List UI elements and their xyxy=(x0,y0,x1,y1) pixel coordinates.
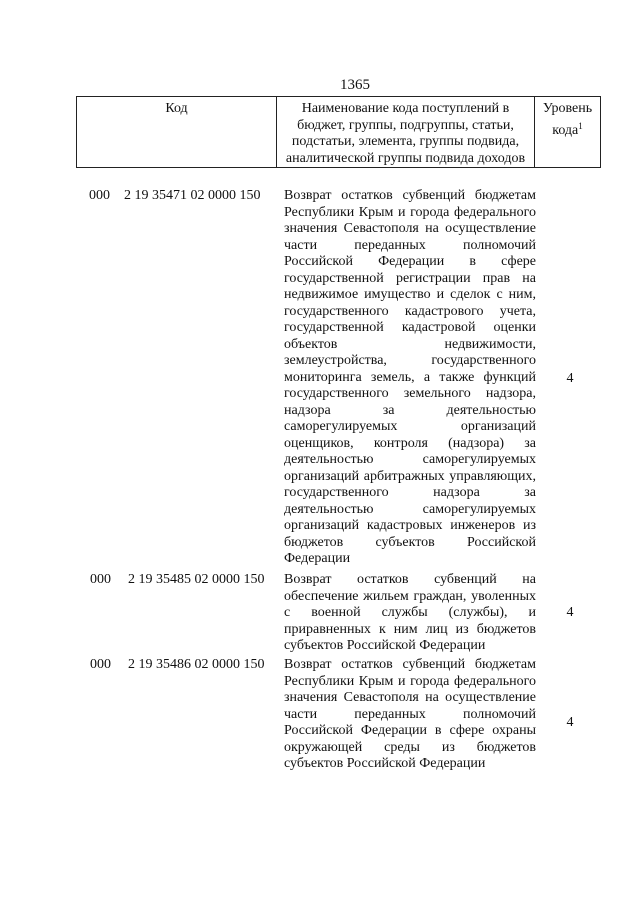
row-level: 4 xyxy=(566,715,574,730)
header-name-cell: Наименование кода поступлений в бюджет, группы, подгруппы, статьи, подстатьи, элемента, группы подвида, аналитической группы подвида доходов xyxy=(277,97,535,167)
header-level-cell xyxy=(535,97,600,167)
header-code-cell: Код xyxy=(77,97,277,167)
row-level: 4 xyxy=(566,605,574,620)
row-admin-code: 000 xyxy=(90,657,111,672)
table-header xyxy=(76,96,601,168)
row-admin-code: 000 xyxy=(89,188,110,203)
row-income-code: 2 19 35486 02 0000 150 xyxy=(128,657,265,672)
header-level-footnote: 1 xyxy=(578,120,583,131)
row-description: Возврат остатков субвенций на обеспечение жильем граждан, уволенных с военной службы (службы), и приравненных к ним лиц из бюджетов субъектов Российской Федерации xyxy=(284,572,536,653)
row-income-code: 2 19 35471 02 0000 150 xyxy=(124,188,261,203)
row-description: Возврат остатков субвенций бюджетам Республики Крым и города федерального значения Севастополя на осуществление части переданных полномочий Российской Федерации в сфере охраны окружающей среды из бюджетов субъектов Российской Федерации xyxy=(284,657,536,771)
row-level: 4 xyxy=(566,371,574,386)
row-admin-code: 000 xyxy=(90,572,111,587)
row-income-code: 2 19 35485 02 0000 150 xyxy=(128,572,265,587)
header-level-label: Уровень кода xyxy=(542,101,593,138)
row-description: Возврат остатков субвенций бюджетам Республики Крым и города федерального значения Севастополя на осуществление части переданных полномочий Российской Федерации в сфере государственной регистрации прав на недвижимое имущество и сделок с ним, государственного кадастрового учета, государственной кадастровой оценки объектов недвижимости, землеустройства, государственного мониторинга земель, а также функций государственного земельного надзора, надзора за деятельностью саморегулируемых организаций оценщиков, контроля (надзора) за деятельностью саморегулируемых организаций арбитражных управляющих, государственного надзора за деятельностью саморегулируемых организаций кадастровых инженеров из бюджетов субъектов Российской Федерации xyxy=(284,188,536,566)
page-number: 1365 xyxy=(340,77,370,93)
